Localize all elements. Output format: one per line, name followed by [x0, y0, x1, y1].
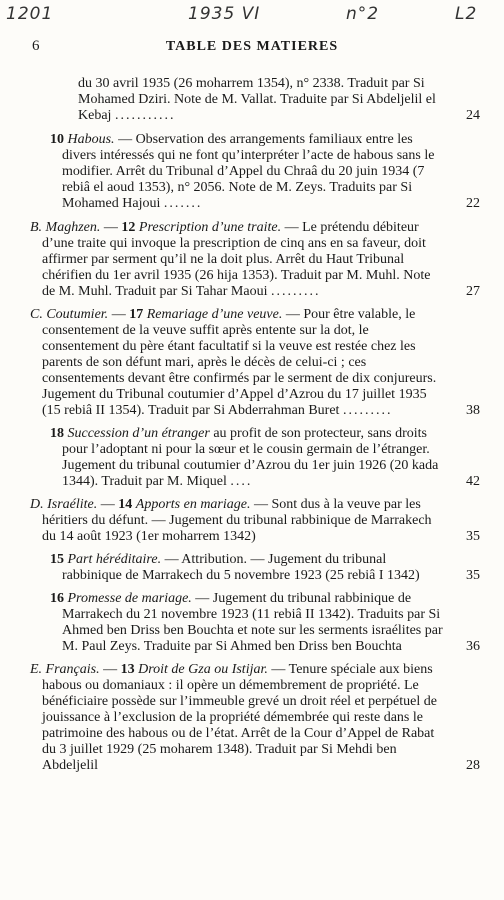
- toc-entry: [50, 591, 504, 655]
- section-label: E. Français.: [30, 662, 100, 677]
- entry-text: au profit de son protecteur, sans droits pour l’adoptant ni pour la sœur et le cousin germain de l’étranger. Jugement du tribunal coutumier d’Azrou du 1er juin 1926 (20 kada 1344). Traduit par M. Miquel: [62, 426, 439, 489]
- section-label: D. Israélite.: [30, 497, 98, 512]
- entry-title: Droit de Gza ou Istijar.: [138, 662, 268, 677]
- entry-number: 17: [129, 307, 144, 322]
- page-header: [0, 38, 504, 60]
- entry-text: — Tenure spéciale aux biens habous ou domaniaux : il opère un démembrement de propriété. Le bénéficiaire possède sur l’immeuble grevé un droit réel et perpétuel de jouissance à l’exclusion de la propriété démembrée qui reste dans le patrimoine des habous ou de l’état. Arrêt de la Cour d’Appel de Rabat du 3 juillet 1929 (25 moharem 1348). Traduit par Si Mehdi ben Abdeljelil: [42, 662, 437, 773]
- section-label: B. Maghzen.: [30, 220, 101, 235]
- entry-text-wrap: [50, 591, 446, 655]
- entry-title: Habous.: [67, 132, 115, 147]
- leader-dots: .........: [270, 284, 321, 299]
- entry-text: — Attribution. — Jugement du tribunal rabbinique de Marrakech du 5 novembre 1923 (25 rebiâ I 1342): [62, 552, 420, 583]
- entry-title: Apports en mariage.: [135, 497, 251, 512]
- toc-entry: [78, 76, 504, 124]
- toc-entry: [30, 662, 504, 774]
- annotation-num: n°2: [346, 4, 380, 24]
- entry-number: 16: [50, 591, 64, 606]
- leader-dots: ....: [230, 474, 253, 489]
- entry-page: 38: [466, 403, 480, 418]
- entry-text: — Pour être valable, le consentement de la veuve suffit après entente sur la dot, le consentement du père étant facultatif si la veuve est restée chez les parents de son défunt mari, après le décès de celui-ci ; ces consentements devant être confirmés par le serment de dix conjureurs. Jugement du Tribunal coutumier d’Appel d’Azrou du 17 juillet 1935 (15 rebiâ II 1354). Traduit par Si Abderrahman Buret: [42, 307, 437, 418]
- entry-number: 13: [120, 662, 135, 677]
- entry-page: 42: [466, 474, 480, 489]
- entry-title: Succession d’un étranger: [67, 426, 210, 441]
- entry-text-wrap: C. Coutumier. — 17 Remariage d’une veuve. — Pour être valable, le consentement de la veuve suffit après entente sur la dot, le consentement du père étant facultatif si la veuve est restée chez les parents de son défunt mari, après le décès de celui-ci ; ces consentements devant être confirmés par le serment de dix conjureurs. Jugement du Tribunal coutumier d’Appel d’Azrou du 17 juillet 1935 (15 rebiâ II 1354). Traduit par Si Abderrahman Buret .........: [30, 307, 437, 418]
- entry-page: 28: [466, 758, 480, 773]
- entry-number: 10: [50, 132, 64, 147]
- entry-title: Part héréditaire.: [67, 552, 162, 567]
- entry-page: 35: [466, 529, 480, 544]
- annotation-right: L2: [455, 4, 478, 24]
- entry-text: — Observation des arrangements familiaux entre les divers intéressés qui ne font qu’interpréter l’acte de habous sans le modifier. Arrêt du Tribunal d’Appel du Chraâ du 20 juin 1934 (7 rebiâ el aoud 1353), n° 2056. Note de M. Zeys. Traduits par Si Mohamed Hajoui: [62, 132, 435, 211]
- entry-page: 22: [466, 196, 480, 211]
- entry-title: Prescription d’une traite.: [138, 220, 282, 235]
- toc-entry: [50, 426, 504, 490]
- annotation-mid: 1935 VI: [188, 4, 261, 24]
- page-title: TABLE DES MATIERES: [165, 39, 339, 54]
- toc-entries: [0, 76, 504, 781]
- entry-text: — Le prétendu débiteur d’une traite qui invoque la prescription de cinq ans en sa faveur, doit affirmer par serment qu’il ne la doit plus. Arrêt du Haut Tribunal chérifien du 1er avril 1935 (26 hija 1353). Traduit par M. Muhl. Note de M. Muhl. Traduit par Si Tahar Maoui: [42, 220, 431, 299]
- leader-dots: .........: [342, 403, 393, 418]
- entry-number: 14: [118, 497, 133, 512]
- page-number: 6: [32, 38, 40, 54]
- entry-page: 36: [466, 639, 480, 654]
- entry-title: Remariage d’une veuve.: [146, 307, 283, 322]
- toc-entry: [50, 132, 504, 212]
- entry-text: — Jugement du tribunal rabbinique de Marrakech du 21 novembre 1923 (11 rebiâ II 1342). Traduits par Si Ahmed ben Driss ben Bouchta et note sur les serments israélites par M. Paul Zeys. Traduite par Si Ahmed ben Driss ben Bouchta: [62, 591, 443, 654]
- entry-page: 35: [466, 568, 480, 583]
- entry-text-wrap: D. Israélite. — 14 Apports en mariage. — Sont dus à la veuve par les héritiers du défunt. — Jugement du tribunal rabbinique de Marrakech du 14 août 1923 (1er moharrem 1342): [30, 497, 432, 544]
- entry-text-wrap: [50, 552, 446, 584]
- leader-dots: .......: [163, 196, 203, 211]
- entry-text-wrap: E. Français. — 13 Droit de Gza ou Istijar. — Tenure spéciale aux biens habous ou domaniaux : il opère un démembrement de propriété. Le bénéficiaire possède sur l’immeuble grevé un droit réel et perpétuel de jouissance à l’exclusion de la propriété démembrée qui reste dans le patrimoine des habous ou de l’état. Arrêt de la Cour d’Appel de Rabat du 3 juillet 1929 (25 moharem 1348). Traduit par Si Mehdi ben Abdeljelil: [30, 662, 437, 773]
- entry-text-wrap: B. Maghzen. — 12 Prescription d’une traite. — Le prétendu débiteur d’une traite qui invoque la prescription de cinq ans en sa faveur, doit affirmer par serment qu’il ne la doit plus. Arrêt du Haut Tribunal chérifien du 1er avril 1935 (26 hija 1353). Traduit par M. Muhl. Note de M. Muhl. Traduit par Si Tahar Maoui .........: [30, 220, 431, 299]
- entry-text-wrap: [78, 76, 446, 124]
- entry-number: 18: [50, 426, 64, 441]
- toc-entry: [50, 552, 504, 584]
- leader-dots: ...........: [114, 108, 176, 123]
- entry-text: — Sont dus à la veuve par les héritiers du défunt. — Jugement du tribunal rabbinique de Marrakech du 14 août 1923 (1er moharrem 1342): [42, 497, 432, 544]
- entry-number: 12: [121, 220, 136, 235]
- entry-text-wrap: [50, 426, 446, 490]
- entry-text: du 30 avril 1935 (26 moharrem 1354), n° 2338. Traduit par Si Mohamed Dziri. Note de M. Vallat. Traduite par Si Abdeljelil el Kebaj: [78, 76, 436, 123]
- toc-entry: [30, 497, 504, 545]
- entry-page: 27: [466, 284, 480, 299]
- entry-number: 15: [50, 552, 64, 567]
- entry-text-wrap: [50, 132, 446, 212]
- section-label: C. Coutumier.: [30, 307, 109, 322]
- entry-page: 24: [466, 108, 480, 123]
- toc-entry: [30, 220, 504, 300]
- entry-title: Promesse de mariage.: [67, 591, 192, 606]
- annotation-left: 1201: [6, 4, 54, 24]
- toc-entry: [30, 307, 504, 419]
